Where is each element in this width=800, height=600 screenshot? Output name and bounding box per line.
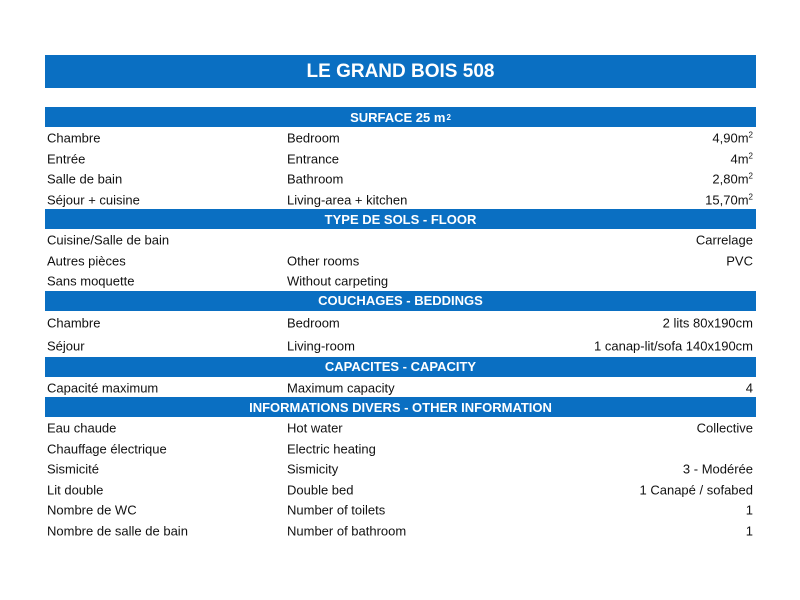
section-header-floor: TYPE DE SOLS - FLOOR [45,209,756,229]
table-row [45,189,756,210]
row-label-en: Maximum capacity [287,380,395,396]
row-value [712,131,753,146]
row-label-en: Number of bathroom [287,523,407,539]
section-header-other-information: INFORMATIONS DIVERS - OTHER INFORMATION [45,397,756,417]
row-label-fr: Nombre de WC [47,502,137,518]
row-value-text: 15,70m [705,192,749,208]
row-label-en: Entrance [287,151,340,167]
table-row [45,417,756,438]
table-row [45,270,756,291]
row-label-en: Bathroom [287,171,344,187]
row-value: Collective [696,420,753,436]
row-label-en: Double bed [287,482,354,498]
row-label-fr: Autres pièces [47,253,126,269]
row-label-fr: Cuisine/Salle de bain [47,232,170,248]
row-value-superscript: 2 [748,130,753,140]
table-row [45,334,756,357]
row-label-fr: Séjour + cuisine [47,192,140,208]
row-value-text: 2,80m [712,171,749,187]
row-value: Carrelage [695,232,753,248]
row-value: 1 canap-lit/sofa 140x190cm [594,338,753,354]
table-row [45,311,756,334]
row-label-fr: Chauffage électrique [47,441,167,457]
table-row [45,250,756,271]
row-label-en: Electric heating [287,441,376,457]
row-label-fr: Eau chaude [47,420,117,436]
table-row [45,229,756,250]
row-label-fr: Entrée [47,151,86,167]
table-row [45,520,756,541]
row-value: PVC [726,253,753,269]
row-value [730,151,753,166]
row-value: 1 Canapé / sofabed [639,482,753,498]
table-row [45,148,756,169]
row-label-en: Bedroom [287,315,340,331]
row-label-fr: Capacité maximum [47,380,159,396]
table-row [45,499,756,520]
row-label-fr: Nombre de salle de bain [47,523,188,539]
row-value [705,192,753,207]
row-label-fr: Sans moquette [47,273,135,289]
row-label-fr: Séjour [47,338,85,354]
section-header-beddings: COUCHAGES - BEDDINGS [45,291,756,311]
section-header-surface [45,107,756,127]
row-value-text: 4,90m [712,130,749,146]
row-label-fr: Sismicité [47,461,100,477]
info-table [45,107,756,540]
row-label-en: Number of toilets [287,502,386,518]
section-header-label: SURFACE 25 m [350,109,446,125]
table-row [45,458,756,479]
row-label-en: Sismicity [287,461,339,477]
row-value-superscript: 2 [748,192,753,202]
row-value: 2 lits 80x190cm [662,315,753,331]
row-value: 3 - Modérée [682,461,753,477]
row-label-en: Living-room [287,338,355,354]
row-label-en: Other rooms [287,253,360,269]
row-value-superscript: 2 [748,171,753,181]
row-value-text: 4m [730,151,749,167]
row-label-en: Without carpeting [287,273,389,289]
row-value: 4 [745,380,753,396]
row-label-en: Bedroom [287,130,340,146]
row-label-en: Living-area + kitchen [287,192,408,208]
table-row [45,479,756,500]
page-title: LE GRAND BOIS 508 [45,55,756,88]
section-header-capacity: CAPACITES - CAPACITY [45,357,756,377]
row-label-fr: Lit double [47,482,104,498]
row-value: 1 [745,502,753,518]
table-row [45,438,756,459]
table-row [45,127,756,148]
row-value-superscript: 2 [748,151,753,161]
row-label-fr: Chambre [47,130,101,146]
section-header-superscript: 2 [446,112,451,122]
table-row [45,168,756,189]
row-value: 1 [745,523,753,539]
row-value [712,172,753,187]
row-label-fr: Salle de bain [47,171,123,187]
table-row [45,377,756,398]
row-label-en: Hot water [287,420,343,436]
row-label-fr: Chambre [47,315,101,331]
